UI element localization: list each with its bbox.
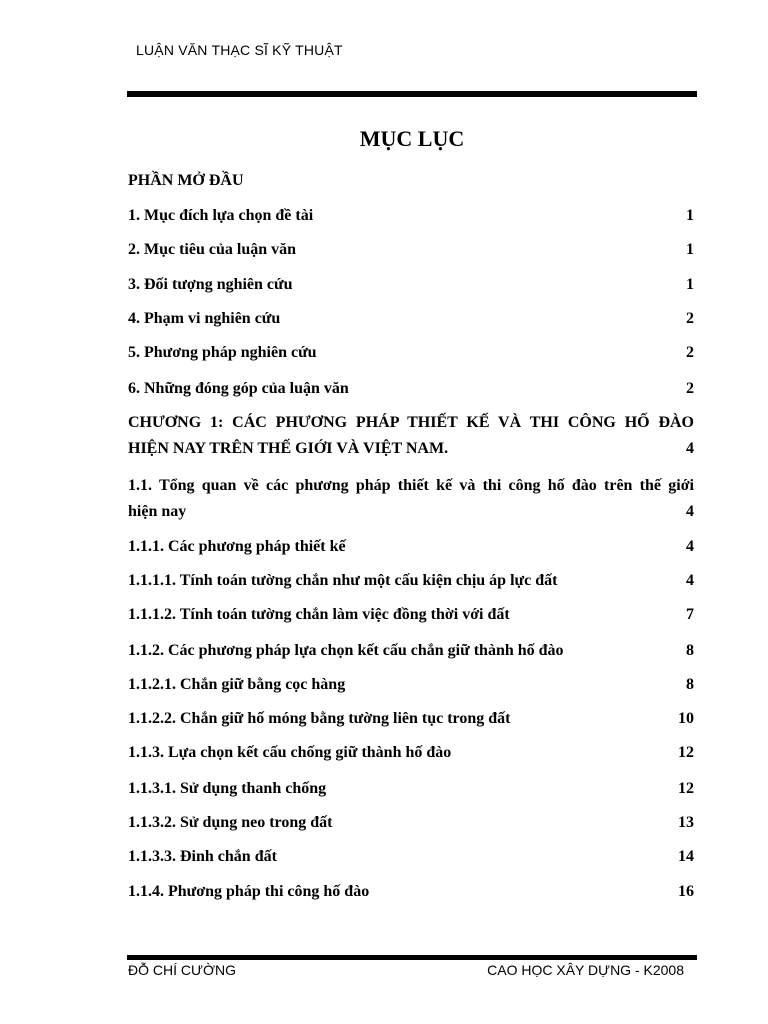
toc-entry [128,340,694,366]
toc-entry-page: 2 [686,310,694,327]
toc-entry [128,203,694,229]
toc-entry-text: 1.1.3.2. Sử dụng neo trong đất [128,814,333,831]
toc-entry-page: 14 [678,848,694,865]
toc-entry-page: 4 [686,503,694,520]
toc-entry-text-line1: CHƯƠNG 1: CÁC PHƯƠNG PHÁP THIẾT KẾ VÀ THI CÔNG HỐ ĐÀO [128,414,694,431]
intro-heading: PHẦN MỞ ĐẦU [128,172,244,189]
toc-entry-page: 4 [686,440,694,457]
footer-rule [127,955,697,960]
toc-entry-page: 7 [686,606,694,623]
toc-entry-text: 1.1.2. Các phương pháp lựa chọn kết cấu chắn giữ thành hố đào [128,642,564,659]
toc-entry-page: 13 [678,814,694,831]
toc-entry [128,844,694,870]
toc-entry-page: 12 [678,744,694,761]
toc-entry-page: 4 [686,572,694,589]
toc-entry-text: 1.1.3.3. Đinh chắn đất [128,848,277,865]
toc-entry [128,237,694,263]
page-title: MỤC LỤC [359,126,465,151]
toc-entry [128,740,694,766]
toc-entry [128,638,694,664]
toc-entry-text: 1.1.1. Các phương pháp thiết kế [128,538,346,555]
toc-entry-text-line1: 1.1. Tổng quan về các phương pháp thiết kế và thi công hố đào trên thế giới [128,477,694,494]
toc-entry-text: 1. Mục đích lựa chọn đề tài [128,207,314,224]
toc-entry-page: 1 [686,207,694,224]
toc-entry [128,810,694,836]
toc-entry-page: 4 [686,538,694,555]
toc-entry [128,706,694,732]
toc-entry [128,534,694,560]
toc-entry-page: 10 [678,710,694,727]
toc-entry [128,776,694,802]
toc-entry-text: 3. Đối tượng nghiên cứu [128,276,293,293]
toc-entry-text: hiện nay [128,503,187,520]
toc-entry-text: 5. Phương pháp nghiên cứu [128,344,317,361]
toc-entry [128,376,694,402]
header-rule [127,91,697,97]
toc-entry [128,272,694,298]
toc-entry-text: 1.1.2.1. Chắn giữ bằng cọc hàng [128,676,346,693]
toc-entry [128,602,694,628]
toc-entry-text: 1.1.4. Phương pháp thi công hố đào [128,883,370,900]
toc-entry-page: 2 [686,380,694,397]
toc-entry-page: 1 [686,276,694,293]
toc-entry [128,306,694,332]
toc-entry [128,568,694,594]
toc-entry-text: 1.1.2.2. Chắn giữ hố móng bằng tường liên tục trong đất [128,710,511,727]
toc-entry-page: 12 [678,780,694,797]
toc-entry-text: 2. Mục tiêu của luận văn [128,241,297,258]
footer-author: ĐỖ CHÍ CƯỜNG [128,962,236,978]
toc-entry-text: HIỆN NAY TRÊN THẾ GIỚI VÀ VIỆT NAM. [128,440,449,457]
toc-entry-text: 6. Những đóng góp của luận văn [128,380,349,397]
toc-entry-page: 8 [686,642,694,659]
footer-program: CAO HỌC XÂY DỰNG - K2008 [487,962,684,978]
toc-entry-page: 8 [686,676,694,693]
toc-entry-text: 4. Phạm vi nghiên cứu [128,310,281,327]
toc-entry [128,879,694,905]
toc-entry [128,473,694,525]
toc-entry [128,672,694,698]
running-header: LUẬN VĂN THẠC SĨ KỸ THUẬT [136,42,343,58]
toc-entry-page: 1 [686,241,694,258]
toc-entry-page: 16 [678,883,694,900]
toc-entry-text: 1.1.1.2. Tính toán tường chắn làm việc đồng thời với đất [128,606,510,623]
toc-entry-chapter [128,410,694,462]
toc-entry-page: 2 [686,344,694,361]
toc-entry-text: 1.1.3.1. Sử dụng thanh chống [128,780,327,797]
toc-entry-text: 1.1.3. Lựa chọn kết cấu chống giữ thành hố đào [128,744,452,761]
toc-entry-text: 1.1.1.1. Tính toán tường chắn như một cấu kiện chịu áp lực đất [128,572,558,589]
